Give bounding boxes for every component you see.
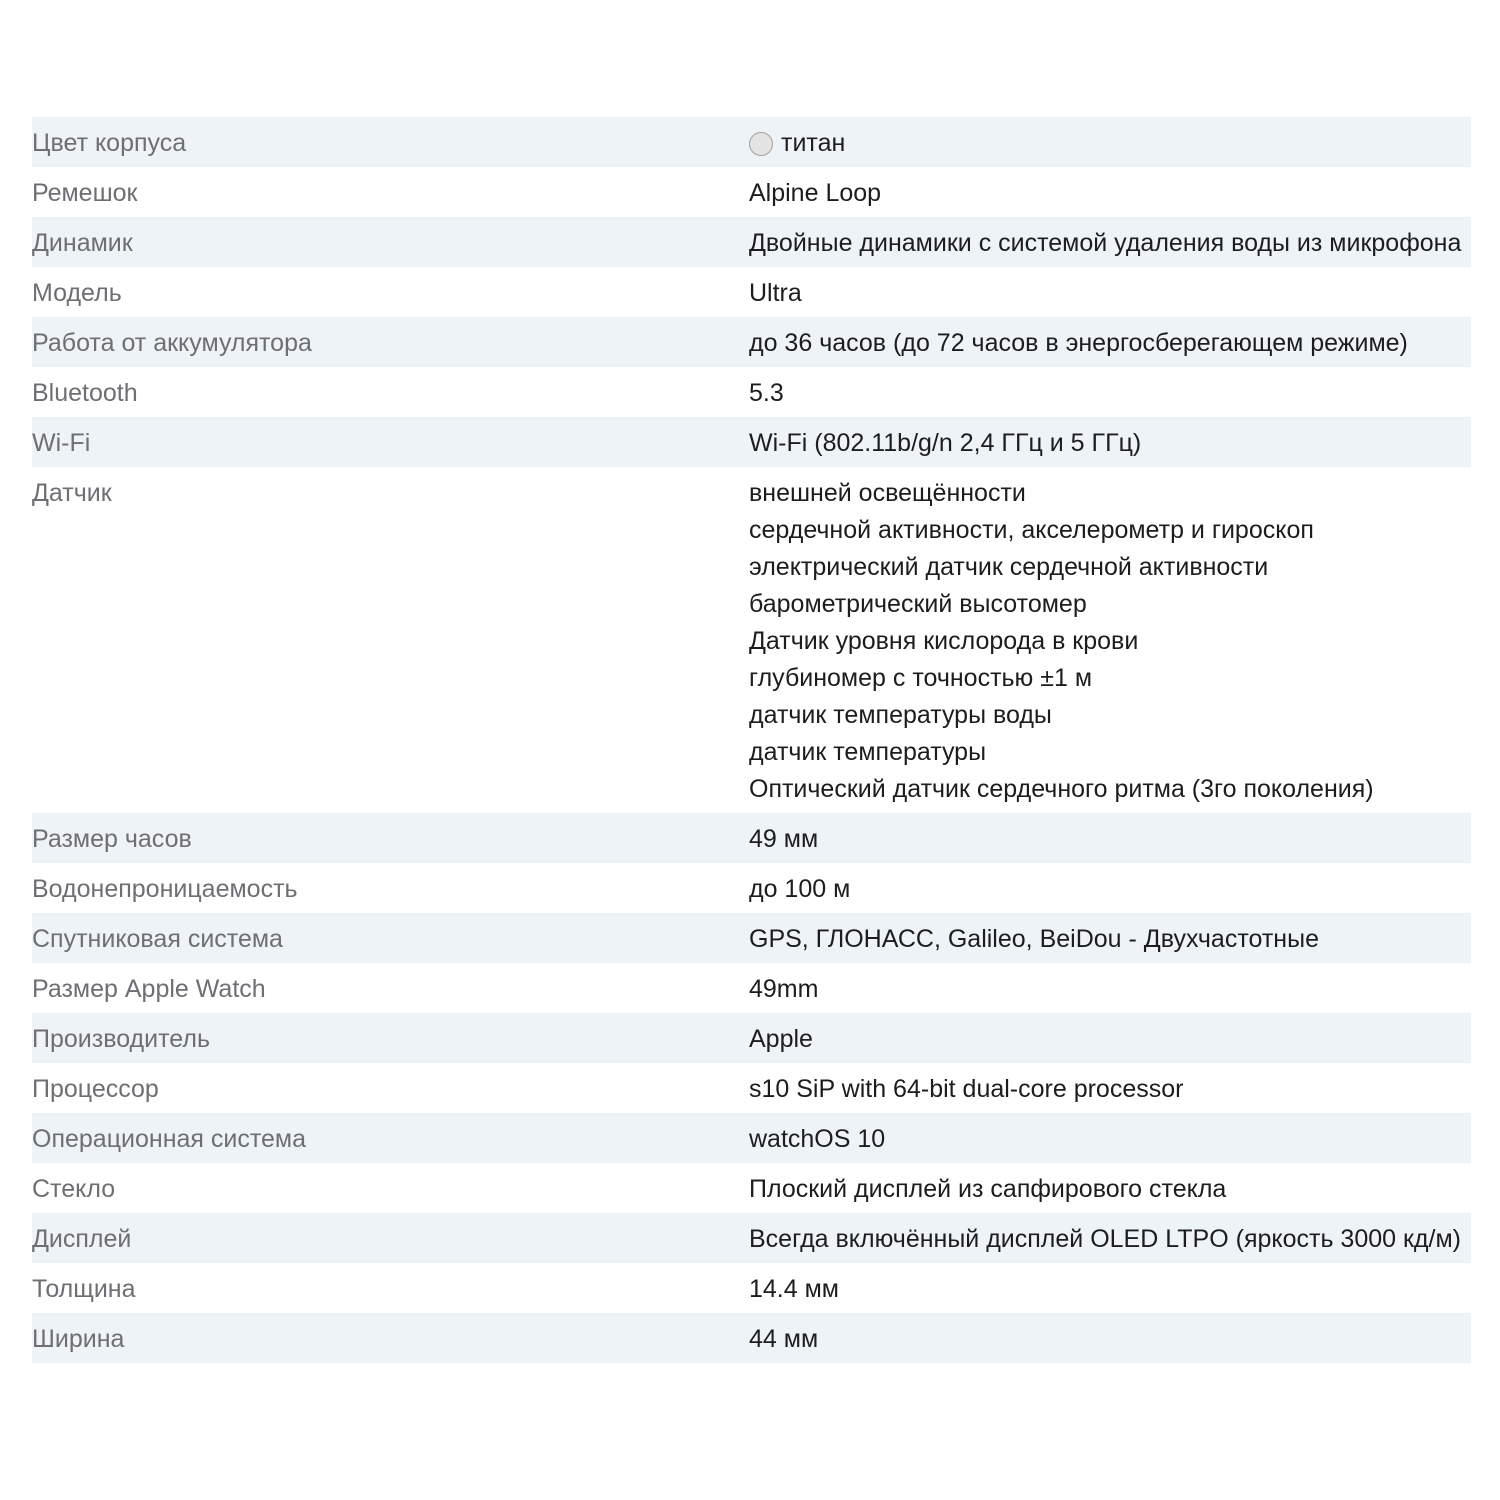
spec-value: Двойные динамики с системой удаления воды из микрофона	[749, 229, 1462, 257]
spec-label: Спутниковая система	[32, 925, 283, 953]
spec-label: Стекло	[32, 1175, 116, 1203]
spec-value: 5.3	[749, 379, 784, 407]
color-swatch-icon	[749, 132, 773, 156]
spec-label: Ремешок	[32, 179, 138, 207]
spec-row-apple-watch-size	[32, 963, 1471, 1013]
spec-row-case-color	[32, 117, 1471, 167]
spec-value: GPS, ГЛОНАСС, Galileo, BeiDou - Двухчастотные	[749, 925, 1319, 953]
spec-row-os	[32, 1113, 1471, 1163]
spec-row-thickness	[32, 1263, 1471, 1313]
spec-value: Apple	[749, 1025, 813, 1053]
spec-value: Плоский дисплей из сапфирового стекла	[749, 1175, 1227, 1203]
spec-label: Производитель	[32, 1025, 210, 1053]
spec-row-water-resistance	[32, 863, 1471, 913]
spec-row-sensors	[32, 467, 1471, 813]
spec-row-glass	[32, 1163, 1471, 1213]
spec-value: 44 мм	[749, 1325, 819, 1353]
spec-label: Водонепроницаемость	[32, 875, 298, 903]
spec-value: до 36 часов (до 72 часов в энергосберегающем режиме)	[749, 329, 1408, 357]
spec-row-speaker	[32, 217, 1471, 267]
sensor-item: глубиномер с точностью ±1 м	[749, 664, 1093, 692]
sensor-item: датчик температуры воды	[749, 701, 1052, 729]
spec-row-display	[32, 1213, 1471, 1263]
sensor-item: Оптический датчик сердечного ритма (3го поколения)	[749, 775, 1374, 803]
spec-value: watchOS 10	[749, 1125, 886, 1153]
spec-label: Bluetooth	[32, 379, 138, 407]
spec-value: 49mm	[749, 975, 819, 1003]
sensor-item: датчик температуры	[749, 738, 987, 766]
spec-label: Дисплей	[32, 1225, 132, 1253]
spec-label: Операционная система	[32, 1125, 307, 1153]
spec-value: Wi-Fi (802.11b/g/n 2,4 ГГц и 5 ГГц)	[749, 429, 1142, 457]
sensor-item: внешней освещённости	[749, 479, 1026, 507]
sensor-item: сердечной активности, акселерометр и гироскоп	[749, 516, 1314, 544]
spec-value: титан	[781, 129, 846, 157]
spec-row-processor	[32, 1063, 1471, 1113]
spec-label: Процессор	[32, 1075, 159, 1103]
spec-row-battery	[32, 317, 1471, 367]
spec-value: Alpine Loop	[749, 179, 882, 207]
spec-row-width	[32, 1313, 1471, 1363]
spec-value: до 100 м	[749, 875, 851, 903]
spec-label: Цвет корпуса	[32, 129, 187, 157]
spec-row-model	[32, 267, 1471, 317]
sensor-item: Датчик уровня кислорода в крови	[749, 627, 1139, 655]
spec-label: Толщина	[32, 1275, 136, 1303]
spec-row-satellite	[32, 913, 1471, 963]
spec-value: 49 мм	[749, 825, 819, 853]
spec-label: Датчик	[32, 479, 112, 507]
spec-value: Всегда включённый дисплей OLED LTPO (яркость 3000 кд/м)	[749, 1225, 1461, 1253]
spec-row-manufacturer	[32, 1013, 1471, 1063]
sensor-item: электрический датчик сердечной активности	[749, 553, 1269, 581]
spec-row-bluetooth	[32, 367, 1471, 417]
spec-value: s10 SiP with 64-bit dual-core processor	[749, 1075, 1184, 1103]
spec-value-case-color	[749, 117, 1471, 167]
spec-table	[32, 117, 1471, 1363]
spec-label: Работа от аккумулятора	[32, 329, 312, 357]
spec-value: 14.4 мм	[749, 1275, 839, 1303]
spec-label: Wi-Fi	[32, 429, 91, 457]
spec-row-band	[32, 167, 1471, 217]
sensor-item: барометрический высотомер	[749, 590, 1087, 618]
spec-row-watch-size	[32, 813, 1471, 863]
spec-value-sensors	[749, 467, 1471, 813]
spec-label: Динамик	[32, 229, 133, 257]
spec-label: Размер Apple Watch	[32, 975, 266, 1003]
spec-row-wifi	[32, 417, 1471, 467]
spec-label: Размер часов	[32, 825, 192, 853]
spec-value: Ultra	[749, 279, 802, 307]
spec-label: Модель	[32, 279, 122, 307]
spec-label: Ширина	[32, 1325, 125, 1353]
